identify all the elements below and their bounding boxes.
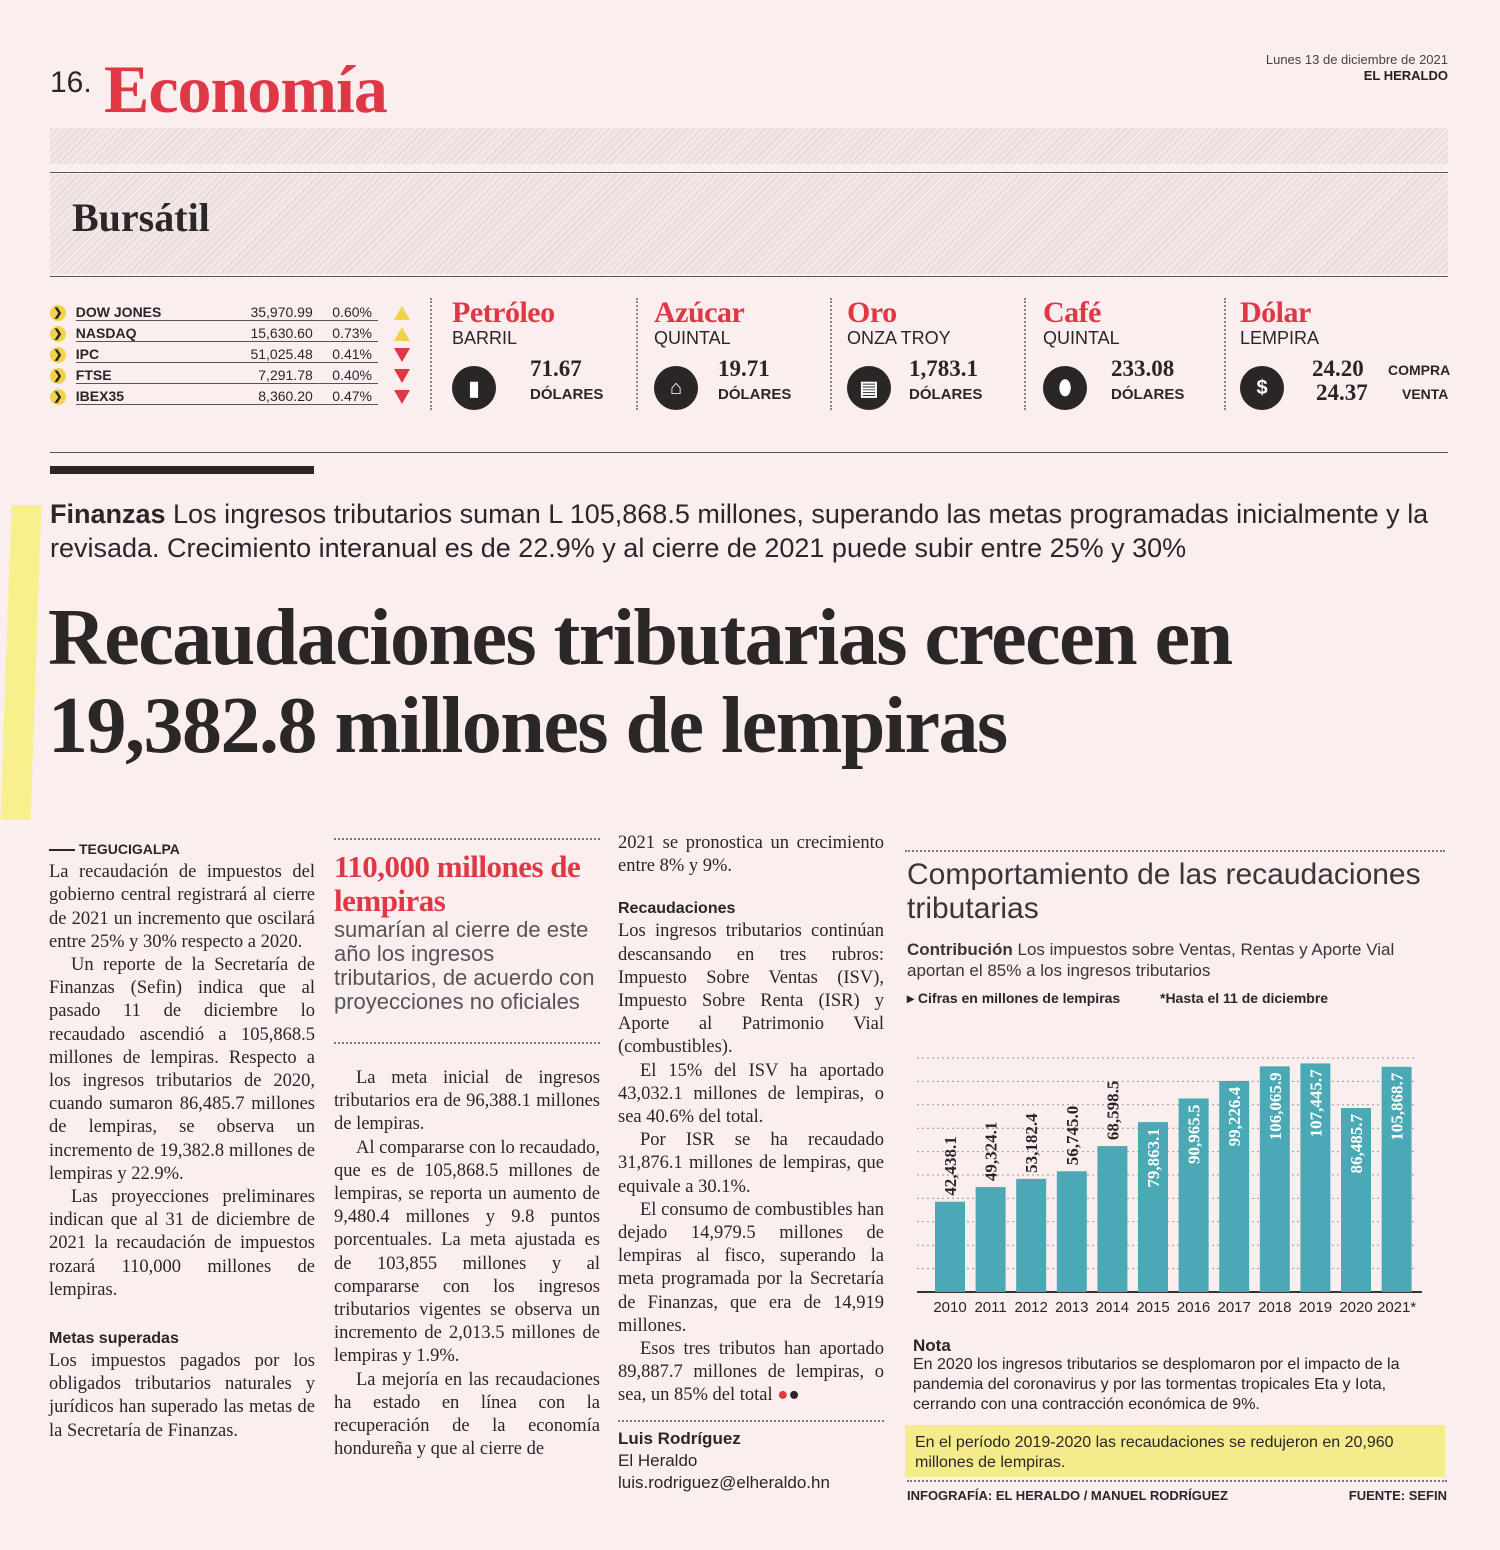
section-title: Economía <box>104 51 387 127</box>
index-value: 8,360.20 <box>204 388 313 405</box>
subheading: Recaudaciones <box>618 900 736 918</box>
paragraph: 2021 se pronostica un crecimiento entre 8% y 9%. <box>618 833 884 877</box>
x-tick-label: 2015 <box>1136 1299 1170 1316</box>
stock-row <box>50 344 410 365</box>
bar <box>1097 1146 1127 1292</box>
credits-bar <box>907 1480 1447 1503</box>
dolar-sell-value: 24.37 <box>1316 380 1368 405</box>
paragraph: La mejoría en las recaudaciones ha estado en línea con la recuperación de la economía hondureña y que al cierre de <box>334 1369 600 1460</box>
x-tick-label: 2020 <box>1339 1299 1373 1316</box>
chart-units-note <box>907 990 1120 1007</box>
chart-date-note: *Hasta el 11 de diciembre <box>1160 990 1329 1006</box>
commodity-value: 233.08 <box>1111 356 1175 381</box>
index-change: 0.40% <box>313 367 378 384</box>
divider <box>50 172 1448 173</box>
divider <box>1224 298 1226 410</box>
author-name: Luis Rodríguez <box>618 1428 741 1448</box>
end-mark-icon: ●● <box>777 1385 800 1406</box>
bar <box>1016 1179 1046 1292</box>
stock-row <box>50 323 410 344</box>
kicker-label: Finanzas <box>50 499 166 529</box>
index-change: 0.60% <box>313 304 378 321</box>
bar-chart <box>907 1020 1452 1320</box>
index-value: 35,970.99 <box>204 304 313 321</box>
pull-quote-number: 110,000 millones de lempiras <box>334 849 581 918</box>
highlight-box: En el período 2019-2020 las recaudaciones se redujeron en 20,960 millones de lempiras. <box>905 1425 1445 1477</box>
commodity-unit: BARRIL <box>452 328 518 348</box>
commodity-dolar <box>1240 296 1450 416</box>
index-name: DOW JONES <box>76 304 204 321</box>
commodity-currency: DÓLARES <box>1111 386 1185 403</box>
arrow-down-icon <box>394 348 410 362</box>
article-column-3 <box>618 832 884 1494</box>
commodity-unit: QUINTAL <box>654 328 731 348</box>
x-tick-label: 2019 <box>1298 1299 1333 1316</box>
commodity-currency: DÓLARES <box>530 386 604 403</box>
x-tick-label: 2018 <box>1258 1299 1292 1316</box>
oil-can-icon: ▮ <box>452 366 496 410</box>
index-name: IPC <box>76 346 204 363</box>
page-number: 16. <box>50 66 92 99</box>
divider <box>50 452 1448 453</box>
bar <box>1057 1171 1087 1292</box>
commodity-unit: QUINTAL <box>1043 328 1120 348</box>
byline <box>618 1420 884 1494</box>
arrow-down-icon <box>394 369 410 383</box>
header-band <box>50 128 1448 164</box>
publication-name: EL HERALDO <box>1363 68 1448 83</box>
arrow-up-icon <box>394 306 410 320</box>
author-email: luis.rodriguez@elheraldo.hn <box>618 1472 830 1492</box>
article-dateline: TEGUCIGALPA <box>49 838 315 861</box>
commodity-unit: ONZA TROY <box>847 328 951 348</box>
chart-subtitle-text: Los impuestos sobre Ventas, Rentas y Aporte Vial aportan el 85% a los ingresos tributarios <box>907 940 1395 980</box>
paragraph: El consumo de combustibles han dejado 14,979.5 millones de lempiras al fisco, superando la meta programada por la Secretaría de Finanzas, que era de 14,919 millones. <box>618 1199 884 1336</box>
bar-value-label: 90,965.5 <box>1184 1104 1204 1164</box>
index-change: 0.41% <box>313 346 378 363</box>
paragraph: Al compararse con lo recaudado, que es de 105,868.5 millones de lempiras, se reporta un aumento de 9,480.4 millones y 9.8 puntos porcentuales. La meta ajustada es de 103,855 millones y al compararse con los ingresos tributarios vigentes se observa un incremento de 2,013.5 millones de lempiras y 1.9%. <box>334 1137 600 1367</box>
bar-value-label: 99,226.4 <box>1225 1086 1245 1147</box>
dolar-sell-label: VENTA <box>1402 386 1449 402</box>
commodity-unit: LEMPIRA <box>1240 328 1320 348</box>
commodity-title: Azúcar <box>654 296 745 329</box>
article-column-2 <box>334 1067 600 1461</box>
infographic-credit: INFOGRAFÍA: EL HERALDO / MANUEL RODRÍGUEZ <box>907 1488 1228 1503</box>
x-tick-label: 2017 <box>1217 1299 1251 1316</box>
coffee-beans-icon: ⬮ <box>1043 366 1087 410</box>
bar-value-label: 86,485.7 <box>1347 1114 1366 1174</box>
source-credit: FUENTE: SEFIN <box>1348 1488 1447 1503</box>
stock-row <box>50 365 410 386</box>
note-text: En 2020 los ingresos tributarios se desplomaron por el impacto de la pandemia del coronavirus y por las tormentas tropicales Eta y Iota, cerrando con una contracción económica de 9%. <box>913 1356 1400 1413</box>
x-tick-label: 2012 <box>1014 1299 1048 1316</box>
stock-index-table <box>50 302 410 407</box>
chart-title: Comportamiento de las recaudaciones tributarias <box>907 858 1421 925</box>
kicker-text: Los ingresos tributarios suman L 105,868.5 millones, superando las metas programadas inicialmente y la revisada. Crecimiento interanual es de 22.9% y al cierre de 2021 puede subir entre 25% y 30% <box>50 499 1429 563</box>
subheading: Metas superadas <box>49 1330 179 1348</box>
chevron-right-icon: ❯ <box>50 326 66 342</box>
divider <box>1024 298 1026 410</box>
chevron-right-icon: ❯ <box>50 389 66 405</box>
bar-value-label: 105,868.7 <box>1387 1072 1407 1141</box>
index-name: FTSE <box>76 367 204 384</box>
index-change: 0.47% <box>313 388 378 405</box>
bar-value-label: 49,324.1 <box>981 1121 1001 1182</box>
paragraph: El 15% del ISV ha aportado 43,032.1 millones de lempiras, o sea 40.6% del total. <box>618 1060 884 1128</box>
commodity-title: Petróleo <box>452 296 555 329</box>
bar <box>976 1187 1006 1292</box>
bursatil-band <box>50 174 1448 274</box>
paragraph: La recaudación de impuestos del gobierno central registrará al cierre de 2021 un incremento que oscilará entre 25% y 30% respecto a 2020. <box>49 862 315 952</box>
paragraph: Los ingresos tributarios continúan descansando en tres rubros: Impuesto Sobre Ventas (ISV), Impuesto Sobre Renta (ISR) y Aporte al Patrimonio Vial (combustibles). <box>618 921 884 1058</box>
article-column-1 <box>49 838 315 1443</box>
x-tick-label: 2011 <box>974 1299 1007 1316</box>
issue-date: Lunes 13 de diciembre de 2021 <box>1265 52 1448 67</box>
stock-row <box>50 386 410 407</box>
arrow-up-icon <box>394 327 410 341</box>
author-outlet: El Heraldo <box>618 1450 698 1470</box>
stock-row <box>50 302 410 323</box>
bursatil-title: Bursátil <box>72 195 210 240</box>
divider <box>905 850 1445 852</box>
commodity-azucar <box>654 296 844 416</box>
divider <box>334 838 600 840</box>
bar-value-label: 79,863.1 <box>1144 1128 1163 1188</box>
gold-bars-icon: ▤ <box>847 366 891 410</box>
pull-quote <box>334 850 600 1014</box>
note-title: Nota <box>913 1336 951 1355</box>
pull-quote-text: sumarían al cierre de este año los ingresos tributarios, de acuerdo con proyecciones no oficiales <box>334 917 595 1014</box>
paragraph: Por ISR se ha recaudado 31,876.1 millones de lempiras, que equivale a 30.1%. <box>618 1130 884 1197</box>
article-headline: Recaudaciones tributarias crecen en 19,382.8 millones de lempiras <box>48 594 1232 770</box>
paragraph: La meta inicial de ingresos tributarios era de 96,388.1 millones de lempiras. <box>334 1068 600 1135</box>
highlighter-mark <box>0 505 41 820</box>
x-tick-label: 2010 <box>933 1299 967 1316</box>
commodity-value: 19.71 <box>718 356 770 381</box>
x-tick-label: 2021* <box>1376 1299 1417 1316</box>
x-tick-label: 2014 <box>1095 1299 1130 1316</box>
chevron-right-icon: ❯ <box>50 347 66 363</box>
chart-subtitle <box>907 939 1452 981</box>
paragraph: Las proyecciones preliminares indican que al 31 de diciembre de 2021 la recaudación de impuestos rozará 110,000 millones de lempiras. <box>49 1187 315 1300</box>
article-kicker <box>50 497 1450 565</box>
dolar-buy-label: COMPRA <box>1388 362 1451 378</box>
commodity-value: 1,783.1 <box>909 356 978 381</box>
index-value: 7,291.78 <box>204 367 313 384</box>
chart-subtitle-label: Contribución <box>907 940 1013 959</box>
bar-value-label: 107,445.7 <box>1306 1069 1326 1138</box>
index-name: NASDAQ <box>76 325 204 342</box>
commodity-currency: DÓLARES <box>718 386 792 403</box>
commodity-title: Café <box>1043 296 1101 329</box>
bar-value-label: 68,598.5 <box>1103 1080 1123 1141</box>
chevron-right-icon: ❯ <box>50 368 66 384</box>
bar-value-label: 42,438.1 <box>941 1136 960 1196</box>
arrow-down-icon <box>394 390 410 404</box>
paragraph: Un reporte de la Secretaría de Finanzas (Sefin) indica que al pasado 11 de diciembre lo recaudado ascendió a 105,868.5 millones de lempiras. Respecto a los ingresos tributarios de 2020, cuando sumaron 86,485.7 millones de lempiras, se observa un incremento de 19,382.8 millones de lempiras y 22.9%. <box>49 955 315 1184</box>
dolar-buy-value: 24.20 <box>1312 356 1364 381</box>
paragraph: Los impuestos pagados por los obligados tributarios naturales y jurídicos han superado las metas de la Secretaría de Finanzas. <box>49 1351 315 1441</box>
money-bag-icon: $ <box>1240 366 1284 410</box>
bar-value-label: 106,065.9 <box>1265 1072 1285 1141</box>
divider <box>334 1042 600 1044</box>
paragraph-text: Esos tres tributos han aportado 89,887.7 millones de lempiras, o sea, un 85% del total <box>618 1339 884 1406</box>
x-tick-label: 2016 <box>1176 1299 1211 1316</box>
divider <box>636 298 638 410</box>
divider <box>50 276 1448 277</box>
sugar-sack-icon: ⌂ <box>654 366 698 410</box>
index-change: 0.73% <box>313 325 378 342</box>
issue-date-block <box>1266 52 1448 84</box>
commodity-title: Dólar <box>1240 296 1311 329</box>
bar-value-label: 53,182.4 <box>1022 1113 1042 1173</box>
commodity-value: 71.67 <box>530 356 582 381</box>
commodity-cafe <box>1043 296 1233 416</box>
caret-icon: ▸ <box>907 990 918 1006</box>
divider <box>830 298 832 410</box>
commodity-oro <box>847 296 1037 416</box>
index-value: 15,630.60 <box>204 325 313 342</box>
commodity-title: Oro <box>847 296 897 329</box>
index-value: 51,025.48 <box>204 346 313 363</box>
divider <box>430 298 432 410</box>
index-name: IBEX35 <box>76 388 204 405</box>
paragraph <box>618 1338 884 1408</box>
x-tick-label: 2013 <box>1055 1299 1089 1316</box>
bar-value-label: 56,745.0 <box>1062 1105 1082 1166</box>
chevron-right-icon: ❯ <box>50 305 66 321</box>
commodity-petroleo <box>452 296 642 416</box>
bar <box>935 1202 965 1292</box>
commodity-currency: DÓLARES <box>909 386 983 403</box>
kicker-bar <box>50 466 314 474</box>
units-text: Cifras en millones de lempiras <box>917 990 1121 1006</box>
